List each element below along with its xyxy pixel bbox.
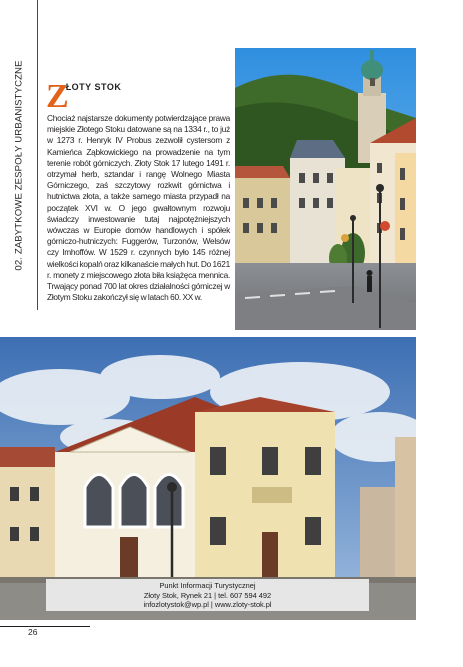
page-number: 26 [28,627,38,637]
info-title: Punkt Informacji Turystycznej [159,581,256,590]
info-email-website: infozlotystok@wp.pl | www.zloty-stok.pl [143,600,272,610]
info-address-phone: Złoty Stok, Rynek 21 | tel. 607 594 492 [143,590,272,600]
heading-title: ŁOTY STOK [65,82,122,92]
section-label-text: 02. ZABYTKOWE ZESPOŁY URBANISTYCZNE [13,59,25,271]
sidebar-rule [37,0,38,310]
drop-cap: Z [46,78,69,115]
article-heading [46,78,122,115]
photo-town-square [235,48,416,330]
tourist-info-box [46,579,369,611]
photo-town-square-image [235,48,416,330]
photo-mint-building [0,337,416,620]
page-number-rule [0,626,90,627]
article-body: Chociaż najstarsze dokumenty potwierdzające prawa miejskie Złotego Stoku datowane są na 1334 r., to już w 1273 r. Henryk IV Probus zezwolił cystersom z Kamieńca Ząbkowickiego na prowadzenie na tym terenie robót górniczych. Złoty Stok 17 lutego 1491 r. otrzymał herb, sztandar i rangę Wolnego Miasta Górniczego, zaś szczytowy rozkwit górnictwa i hutnictwa złota, a także samego miasta przypadł na początek XVI w. O jego gwałtownym rozwoju świadczy inwestowanie tutaj najpotężniejszych wówczas w Europie domów handlowych i spółek górniczo-hutniczych: Fuggerów, Turzonów, Welsów czy Imhoffów. W 1529 r. czynnych było 145 różnej wielkości kopalń oraz kilkanaście małych hut. Do 1621 r. monety z miejscowego złota biła książęca mennica. Trwający ponad 700 lat okres działalności górniczej w Złotym Stoku zakończył się w latach 60. XX w. [47,113,230,303]
section-label [6,40,32,290]
photo-mint-building-image [0,337,416,620]
